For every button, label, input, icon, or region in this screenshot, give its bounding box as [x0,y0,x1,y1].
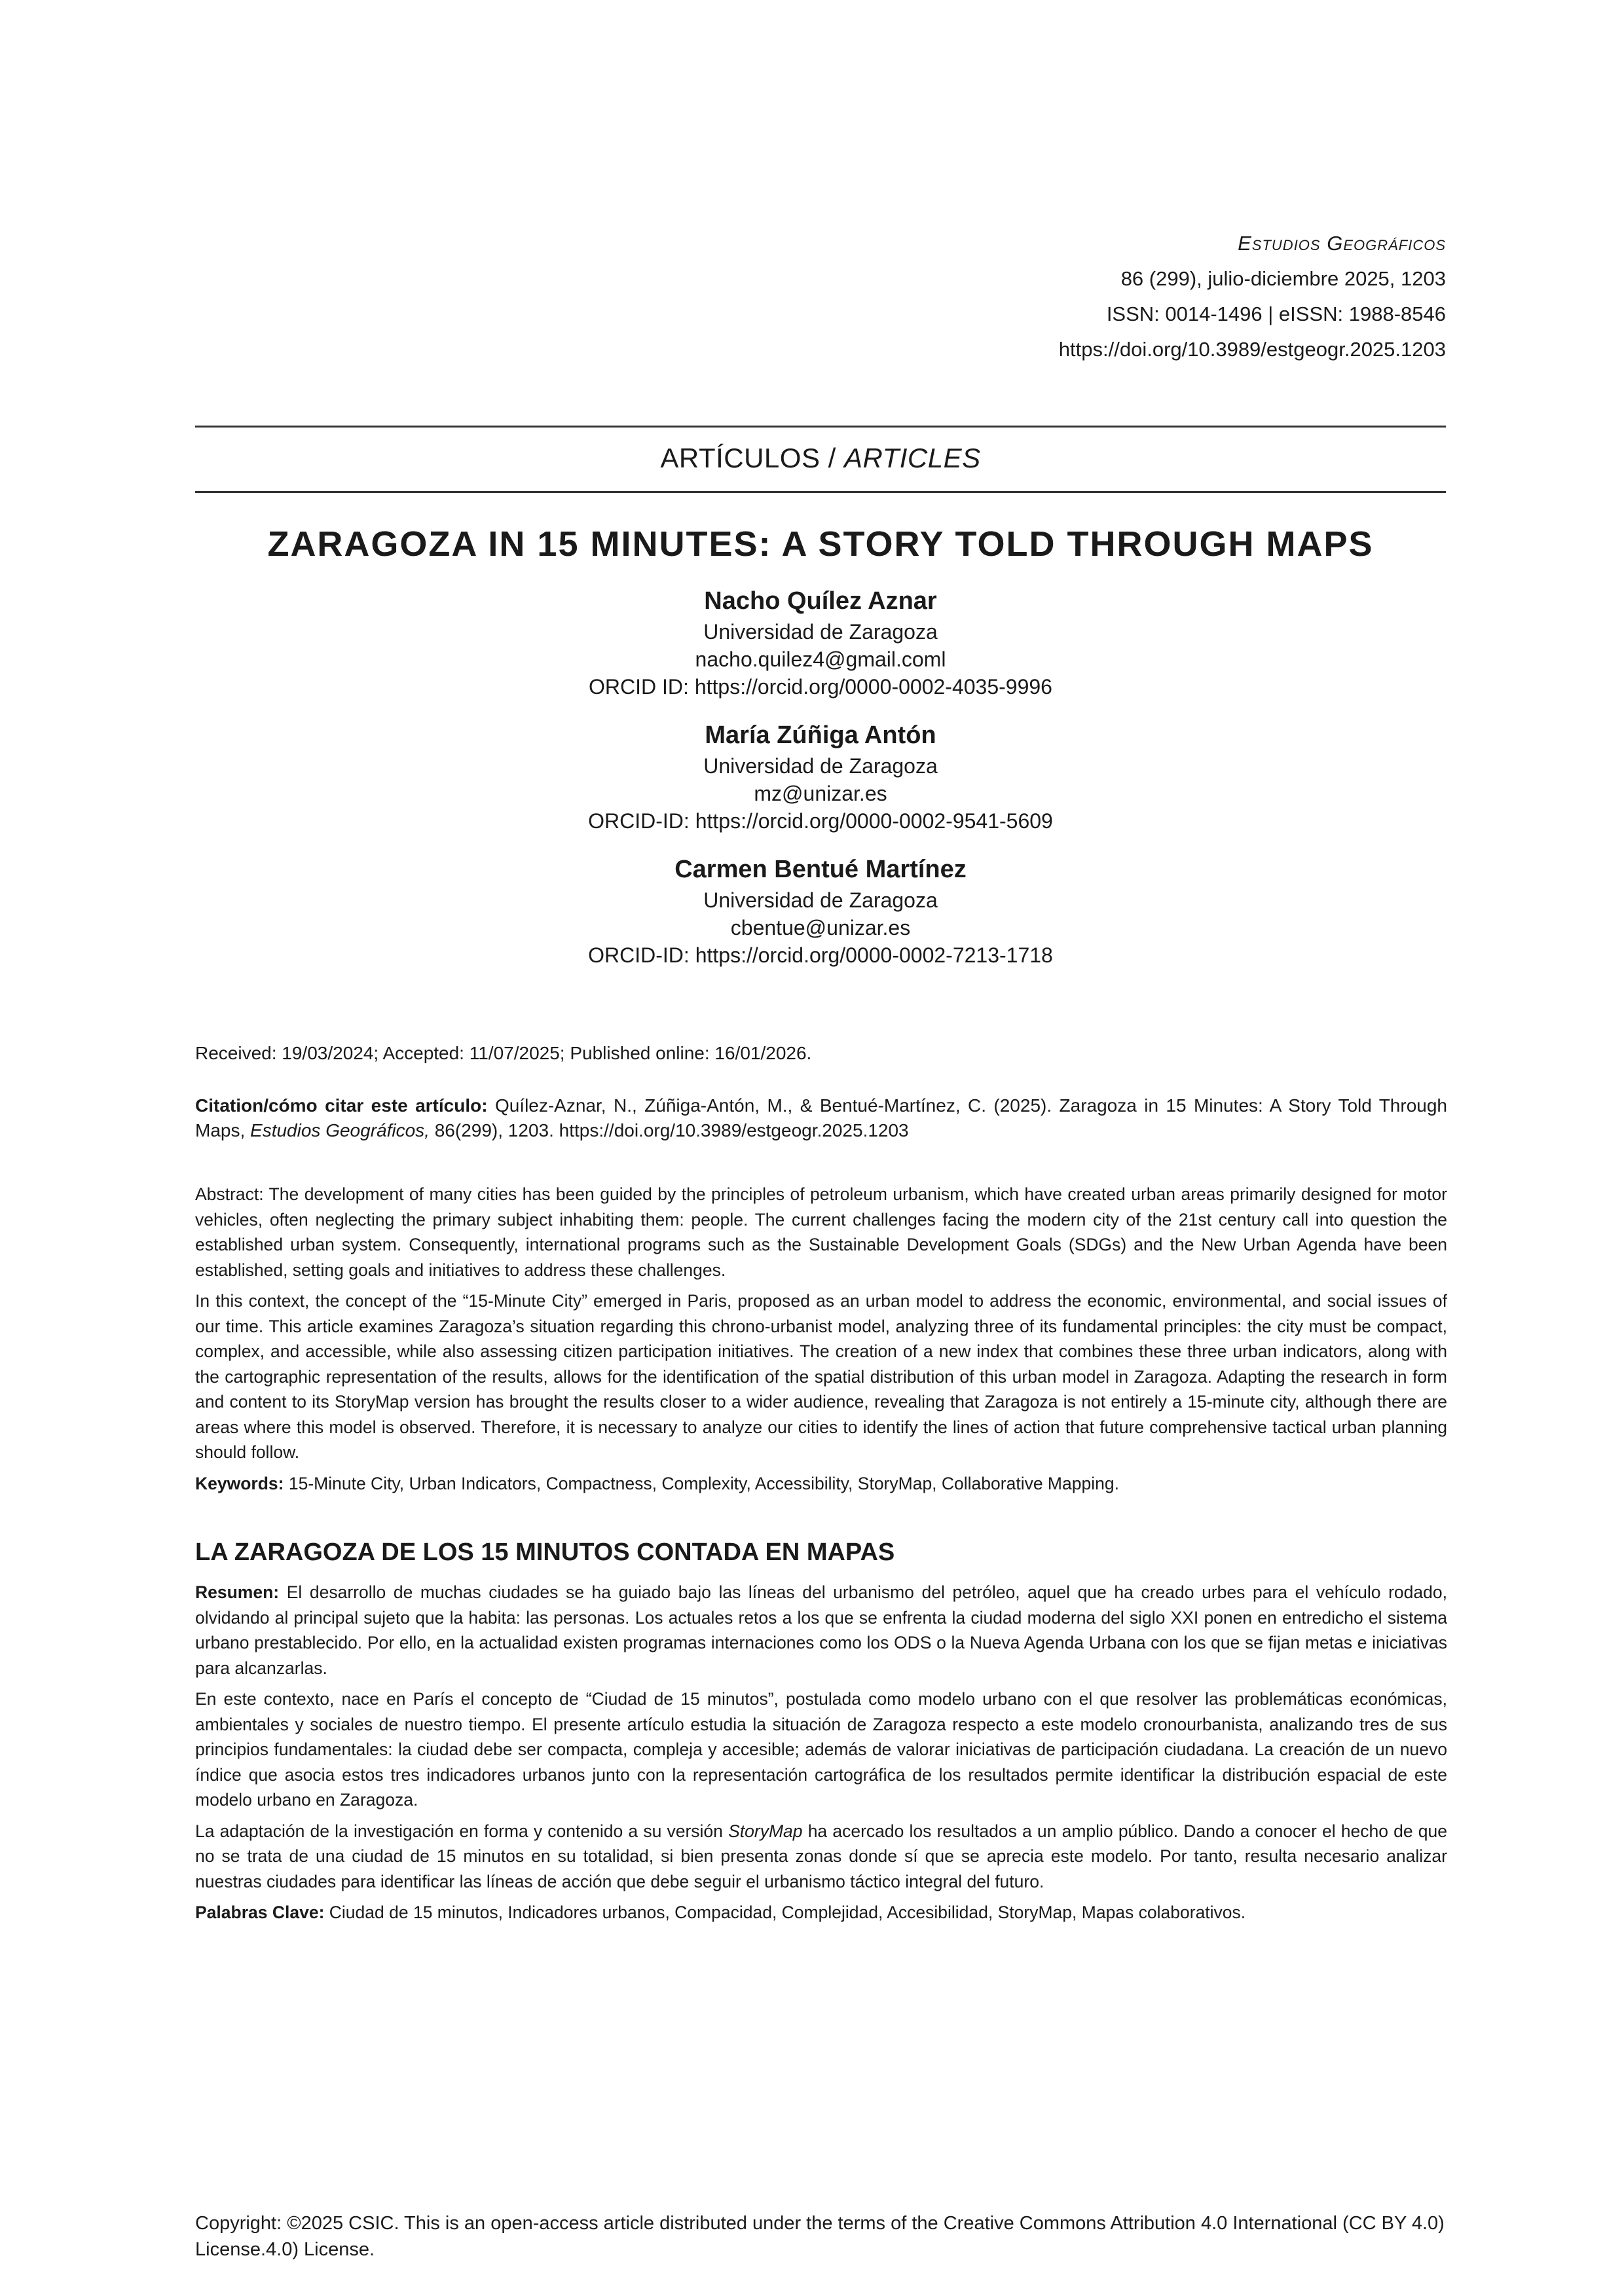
resumen-text-1: El desarrollo de muchas ciudades se ha guiado bajo las líneas del urbanismo del petróleo, aquel que ha creado urbes para el vehículo rodado, olvidando al principal sujeto que la habita: las personas. Los actuales retos a los que se enfrenta la ciudad moderna del siglo XXI ponen en entredicho el sistema urbano prestablecido. Por ello, en la actualidad existen programas internaciones como los ODS o la Nueva Agenda Urbana con los que se fijan metas e iniciativas para alcanzarlas. [195,1582,1447,1678]
journal-header [1059,226,1446,367]
spanish-title: LA ZARAGOZA DE LOS 15 MINUTOS CONTADA EN MAPAS [195,1539,895,1566]
journal-issn: ISSN: 0014-1496 | eISSN: 1988-8546 [1106,302,1446,325]
author-name: Carmen Bentué Martínez [674,856,967,883]
bottom-divider [195,491,1446,493]
author-affiliation: Universidad de Zaragoza [703,620,938,644]
resumen-paragraph-2: En este contexto, nace en París el concepto de “Ciudad de 15 minutos”, postulada como modelo urbano con el que resolver las problemáticas económicas, ambientales y sociales de nuestro tiempo. El presente artículo estudia la situación de Zaragoza respecto a este modelo cronourbanista, analizando tres de sus principios fundamentales: la ciudad debe ser compacta, compleja y accesible; además de valorar iniciativas de participación ciudadana. La creación de un nuevo índice que asocia estos tres indicadores urbanos junto con la representación cartográfica de los resultados permite identificar la distribución espacial de este modelo urbano en Zaragoza. [195,1689,1447,1810]
citation-text: Quílez-Aznar, N., Zúñiga-Antón, M., & Bentué-Martínez, C. (2025). Zaragoza in 15 Minutes: A Story Told Through Maps, [195,1095,1447,1140]
author-affiliation: Universidad de Zaragoza [703,754,938,778]
author-block-3 [195,852,1446,969]
resumen-paragraph-3 [195,1819,1447,1895]
resumen-storymap: StoryMap [728,1821,803,1841]
resumen-section [195,1580,1447,1925]
top-divider [195,426,1446,428]
journal-doi-link[interactable]: https://doi.org/10.3989/estgeogr.2025.1203 [1058,338,1446,361]
author-email[interactable]: cbentue@unizar.es [730,916,911,939]
author-email[interactable]: nacho.quilez4@gmail.coml [695,647,946,671]
journal-issue: 86 (299), julio-diciembre 2025, 1203 [1120,267,1446,290]
keywords-list: 15-Minute City, Urban Indicators, Compactness, Complexity, Accessibility, StoryMap, Collaborative Mapping. [288,1473,1119,1493]
section-label-es: ARTÍCULOS / [660,443,836,473]
author-orcid[interactable]: ORCID-ID: https://orcid.org/0000-0002-7213-1718 [588,943,1053,967]
copyright-footer: Copyright: ©2025 CSIC. This is an open-access article distributed under the terms of the Creative Commons Attribution 4.0 International (CC BY 4.0) License.4.0) License. [195,2213,1445,2260]
abstract-keywords [195,1471,1447,1497]
author-block-2 [195,718,1446,835]
citation-doi[interactable]: 86(299), 1203. https://doi.org/10.3989/estgeogr.2025.1203 [434,1120,909,1140]
keywords-label: Keywords: [195,1473,284,1493]
citation-label: Citation/cómo citar este artículo: [195,1095,488,1116]
author-email[interactable]: mz@unizar.es [754,782,887,805]
resumen-label: Resumen: [195,1582,280,1602]
palabras-clave-list: Ciudad de 15 minutos, Indicadores urbanos, Compacidad, Complejidad, Accesibilidad, StoryMap, Mapas colaborativos. [329,1903,1246,1922]
citation-journal: Estudios Geográficos, [250,1120,430,1140]
journal-name: Estudios Geográficos [1238,232,1446,255]
author-block-1 [195,584,1446,701]
resumen-text-3a: La adaptación de la investigación en forma y contenido a su versión [195,1821,723,1841]
section-label [195,443,1446,474]
section-label-en: ARTICLES [843,443,981,473]
author-affiliation: Universidad de Zaragoza [703,888,938,912]
abstract-paragraph-2: In this context, the concept of the “15-Minute City” emerged in Paris, proposed as an urban model to address the economic, environmental, and social issues of our time. This article examines Zaragoza’s situation regarding this chrono-urbanist model, analyzing three of its fundamental principles: the city must be compact, complex, and accessible, while also assessing citizen participation initiatives. The creation of a new index that combines these three urban indicators, along with the cartographic representation of the results, allows for the identification of the spatial distribution of this urban model in Zaragoza. Adapting the research in form and content to its StoryMap version has brought the results closer to a wider audience, revealing that Zaragoza is not entirely a 15-minute city, although there are areas where this model is observed. Therefore, it is necessary to analyze our cities to identify the lines of action that future comprehensive tactical urban planning should follow. [195,1291,1447,1462]
abstract-paragraph-1: Abstract: The development of many cities has been guided by the principles of petroleum urbanism, which have created urban areas primarily designed for motor vehicles, often neglecting the primary subject inhabiting them: people. The current challenges facing the modern city of the 21st century call into question the established urban system. Consequently, international programs such as the Sustainable Development Goals (SDGs) and the New Urban Agenda have been established, setting goals and initiatives to address these challenges. [195,1184,1447,1280]
palabras-clave [195,1900,1447,1925]
author-orcid[interactable]: ORCID-ID: https://orcid.org/0000-0002-9541-5609 [588,809,1053,833]
author-orcid[interactable]: ORCID ID: https://orcid.org/0000-0002-4035-9996 [589,675,1052,699]
article-title: ZARAGOZA IN 15 MINUTES: A STORY TOLD THROUGH MAPS [267,524,1374,564]
author-name: Nacho Quílez Aznar [704,587,937,615]
citation [195,1093,1447,1143]
publication-dates: Received: 19/03/2024; Accepted: 11/07/2025; Published online: 16/01/2026. [195,1043,812,1063]
resumen-text-3b: ha acercado los resultados a un amplio público. Dando a conocer el hecho de que no se trata de una ciudad de 15 minutos en su totalidad, si bien presenta zonas donde sí que se aprecia este modelo. Por tanto, resulta necesario analizar nuestras ciudades para identificar las líneas de acción que debe seguir el urbanismo táctico integral del futuro. [195,1821,1447,1891]
resumen-paragraph-1 [195,1580,1447,1681]
palabras-clave-label: Palabras Clave: [195,1903,325,1922]
author-name: María Zúñiga Antón [705,721,936,749]
abstract-section [195,1182,1447,1496]
